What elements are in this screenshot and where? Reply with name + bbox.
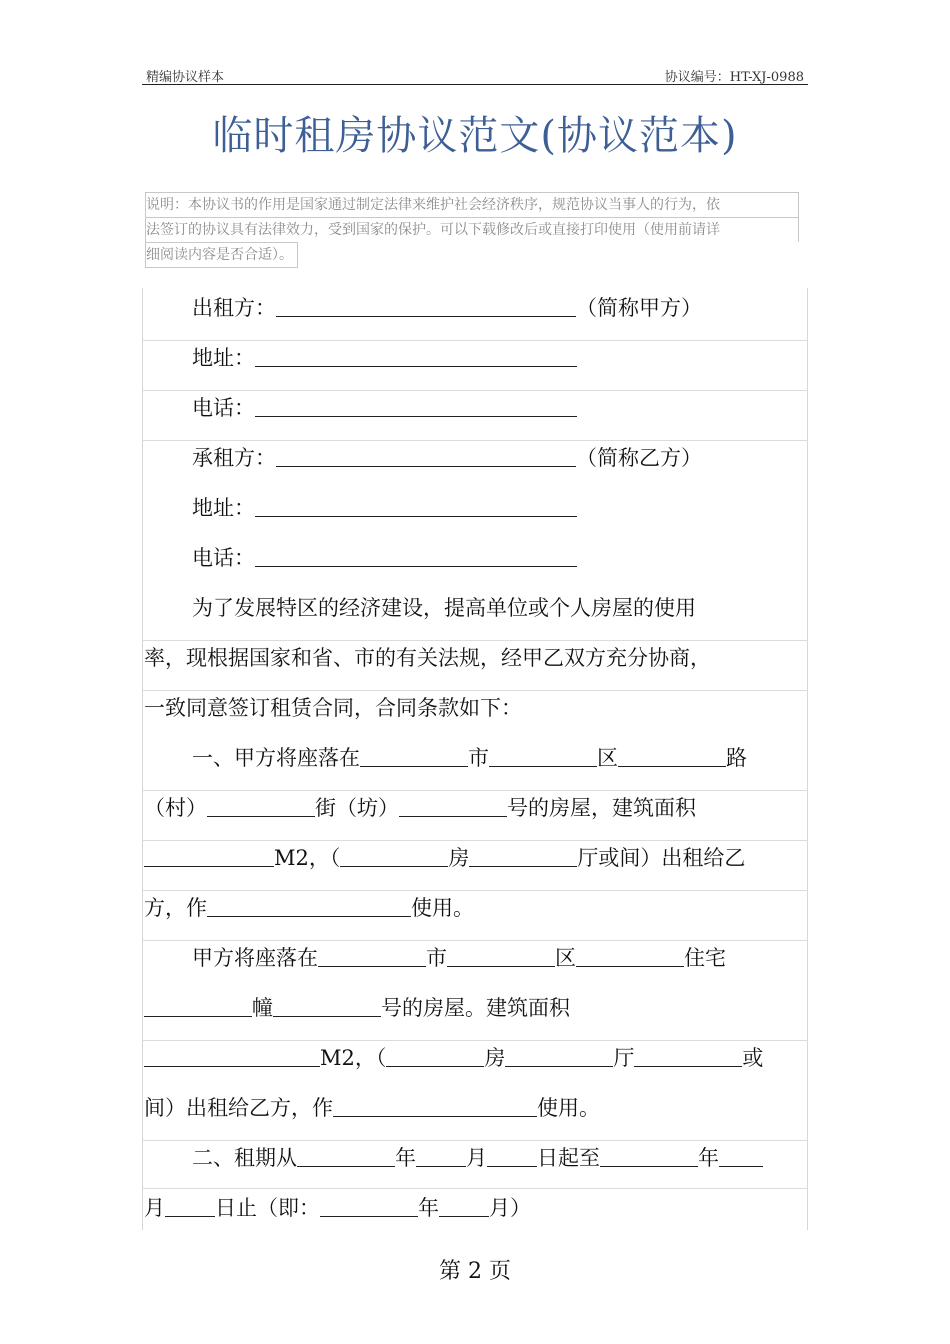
lessor-row	[142, 288, 808, 328]
intro-text-1: 为了发展特区的经济建设，提高单位或个人房屋的使用	[192, 596, 696, 620]
city-blank[interactable]	[360, 740, 468, 767]
lessor-phone-label: 电话：	[192, 396, 255, 420]
clause-1-text: 一、甲方将座落在	[192, 746, 360, 770]
halls-blank[interactable]	[505, 1040, 613, 1067]
clause-1b-line	[142, 1038, 808, 1078]
street-blank[interactable]	[207, 790, 315, 817]
intro-line	[142, 688, 808, 728]
page-header	[142, 64, 808, 84]
clause-1b-line	[142, 988, 808, 1028]
lessor-label: 出租方：	[192, 296, 276, 320]
month-label: 月	[466, 1146, 487, 1170]
lessor-phone-row	[142, 388, 808, 428]
page-number: 第 2 页	[439, 1259, 511, 1284]
district-blank[interactable]	[447, 940, 555, 967]
document-title: 临时租房协议范文(协议范本)	[212, 113, 738, 159]
header-left-label: 精编协议样本	[146, 70, 225, 85]
building-blank[interactable]	[144, 990, 252, 1017]
note-line-1: 说明：本协议书的作用是国家通过制定法律来维护社会经济秩序，规范协议当事人的行为，依	[145, 192, 799, 217]
district-blank[interactable]	[489, 740, 597, 767]
clause-1-line	[142, 738, 808, 778]
area-unit: M2，（	[274, 846, 341, 870]
end-month-blank[interactable]	[719, 1140, 763, 1167]
or-label: 或	[742, 1046, 764, 1070]
house-number-blank[interactable]	[399, 790, 507, 817]
clause-2-line	[142, 1188, 808, 1228]
note-line-2: 法签订的协议具有法律效力，受到国家的保护。可以下载修改后或直接打印使用（使用前请详	[145, 217, 799, 242]
lessor-phone-blank[interactable]	[255, 390, 577, 417]
intro-text-2: 率，现根据国家和省、市的有关法规，经甲乙双方充分协商，	[144, 646, 711, 670]
road-label: 路	[726, 746, 747, 770]
area-blank[interactable]	[144, 1040, 320, 1067]
end-day-blank[interactable]	[165, 1190, 215, 1217]
house-number-blank[interactable]	[273, 990, 381, 1017]
lessee-name-blank[interactable]	[276, 440, 576, 467]
village-label: （村）	[144, 796, 207, 820]
city-blank[interactable]	[318, 940, 426, 967]
lessor-address-row	[142, 338, 808, 378]
purpose-blank[interactable]	[207, 890, 411, 917]
house-area-text: 号的房屋。建筑面积	[381, 996, 570, 1020]
district-label: 区	[597, 746, 618, 770]
lessor-address-label: 地址：	[192, 346, 255, 370]
residence-blank[interactable]	[576, 940, 684, 967]
term-summary-label: 日止（即：	[215, 1196, 320, 1220]
halls-label: 厅	[613, 1046, 635, 1070]
lessee-phone-row	[142, 538, 808, 578]
lessee-phone-blank[interactable]	[255, 540, 577, 567]
clause-1-line	[142, 788, 808, 828]
clause-1-line	[142, 838, 808, 878]
lessee-address-blank[interactable]	[255, 490, 577, 517]
purpose-suffix: 使用。	[411, 896, 474, 920]
note-line-3: 细阅读内容是否合适）。	[145, 242, 298, 268]
year-label: 年	[418, 1196, 439, 1220]
lessee-abbr: （简称乙方）	[576, 446, 702, 470]
units-blank[interactable]	[634, 1040, 742, 1067]
building-label: 幢	[252, 996, 273, 1020]
lessee-row	[142, 438, 808, 478]
purpose-blank[interactable]	[333, 1090, 537, 1117]
term-years-blank[interactable]	[320, 1190, 418, 1217]
lease-term-label: 二、租期从	[192, 1146, 297, 1170]
halls-blank[interactable]	[469, 840, 577, 867]
lessor-name-blank[interactable]	[276, 290, 576, 317]
area-blank[interactable]	[144, 840, 274, 867]
start-month-blank[interactable]	[416, 1140, 466, 1167]
city-label: 市	[426, 946, 447, 970]
lessor-abbr: （简称甲方）	[576, 296, 702, 320]
start-day-blank[interactable]	[487, 1140, 537, 1167]
year-label: 年	[698, 1146, 719, 1170]
intro-line	[142, 638, 808, 678]
intro-line	[142, 588, 808, 628]
month-close-label: 月）	[489, 1196, 531, 1220]
lessor-address-blank[interactable]	[255, 340, 577, 367]
clause-1-line	[142, 888, 808, 928]
rooms-blank[interactable]	[340, 840, 448, 867]
end-year-blank[interactable]	[600, 1140, 698, 1167]
lessee-address-row	[142, 488, 808, 528]
house-area-text: 号的房屋，建筑面积	[507, 796, 696, 820]
rooms-label: 房	[484, 1046, 506, 1070]
road-blank[interactable]	[618, 740, 726, 767]
clause-2-line	[142, 1138, 808, 1178]
district-label: 区	[555, 946, 576, 970]
header-divider	[142, 84, 808, 85]
rooms-label: 房	[448, 846, 470, 870]
purpose-label: 间）出租给乙方，作	[144, 1096, 333, 1120]
street-label: 街（坊）	[315, 796, 399, 820]
usage-note	[145, 192, 799, 276]
area-unit: M2，（	[320, 1046, 387, 1070]
contract-number: 协议编号：HT-XJ-0988	[664, 70, 804, 85]
residence-label: 住宅	[684, 946, 726, 970]
halls-label: 厅或间）出租给乙	[577, 846, 746, 870]
clause-1b-line	[142, 1088, 808, 1128]
until-label: 日起至	[537, 1146, 600, 1170]
lessee-label: 承租方：	[192, 446, 276, 470]
purpose-suffix: 使用。	[537, 1096, 600, 1120]
term-months-blank[interactable]	[439, 1190, 489, 1217]
contract-body	[142, 288, 808, 1230]
start-year-blank[interactable]	[297, 1140, 395, 1167]
city-label: 市	[468, 746, 489, 770]
clause-1b-text: 甲方将座落在	[192, 946, 318, 970]
purpose-label: 方，作	[144, 896, 207, 920]
intro-text-3: 一致同意签订租赁合同，合同条款如下：	[144, 696, 522, 720]
year-label: 年	[395, 1146, 416, 1170]
lessee-phone-label: 电话：	[192, 546, 255, 570]
clause-1b-line	[142, 938, 808, 978]
month-label: 月	[144, 1196, 165, 1220]
lessee-address-label: 地址：	[192, 496, 255, 520]
rooms-blank[interactable]	[386, 1040, 484, 1067]
